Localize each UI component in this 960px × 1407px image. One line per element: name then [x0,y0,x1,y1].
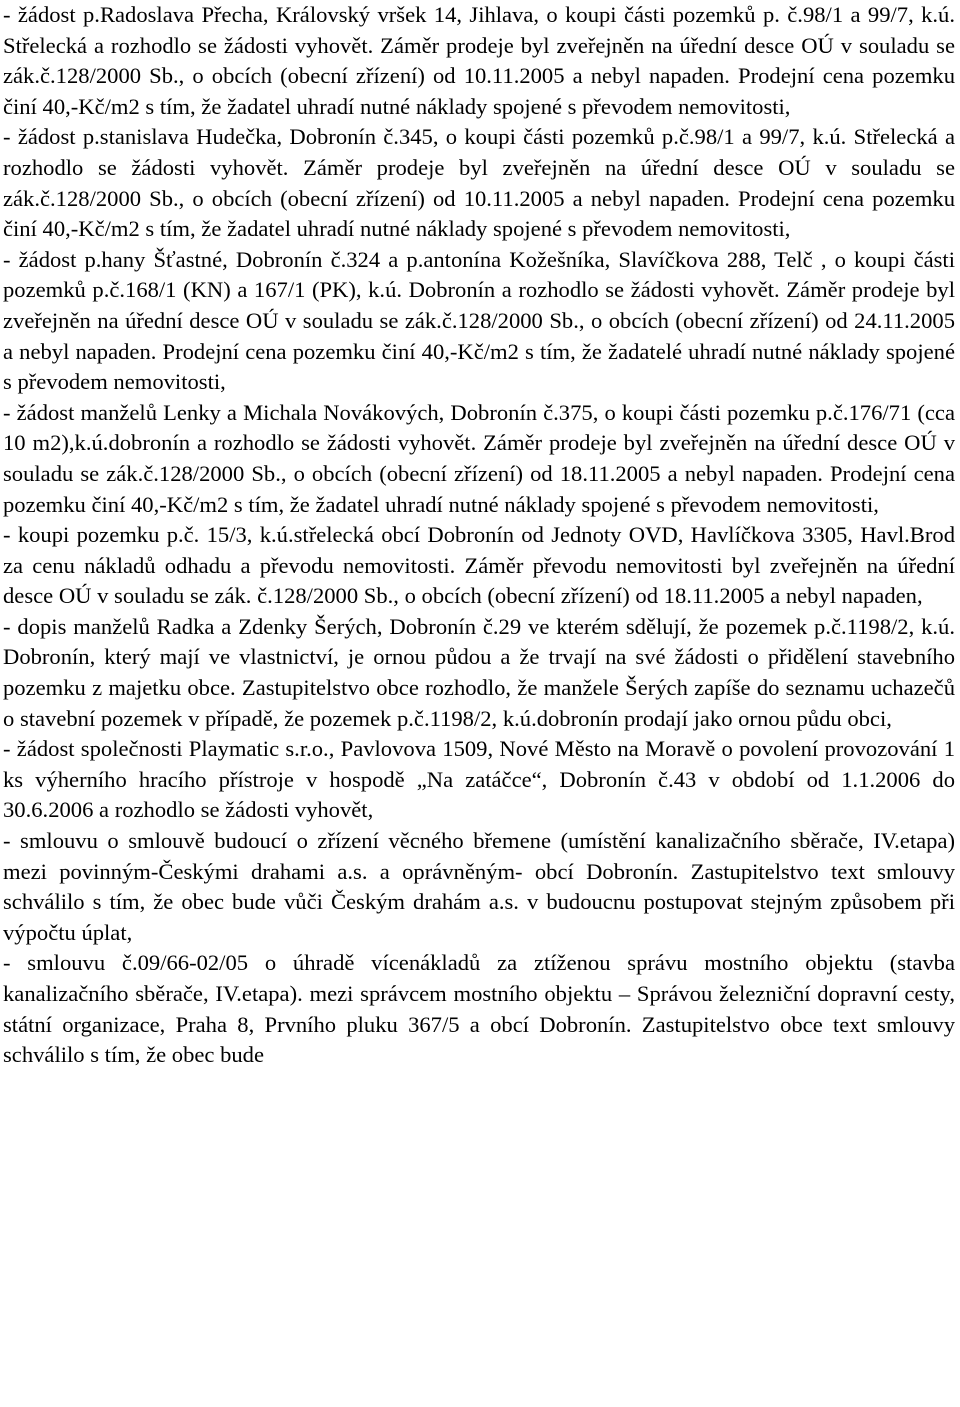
paragraph-novak-request: - žádost manželů Lenky a Michala Novákových, Dobronín č.375, o koupi části pozemku p.č.176/71 (cca 10 m2),k.ú.dobronín a rozhodlo se žádosti vyhovět. Záměr prodeje byl zveřejněn na úřední desce OÚ v souladu se zák.č.128/2000 Sb., o obcích (obecní zřízení) od 18.11.2005 a nebyl napaden. Prodejní cena pozemku činí 40,-Kč/m2 s tím, že žadatel uhradí nutné náklady spojené s převodem nemovitosti, [3,399,955,517]
paragraph-stastna-kozesnik-request: - žádost p.hany Šťastné, Dobronín č.324 a p.antonína Kožešníka, Slavíčkova 288, Telč , o koupi části pozemků p.č.168/1 (KN) a 167/1 (PK), k.ú. Dobronín a rozhodlo se žádosti vyhovět. Záměr prodeje byl zveřejněn na úřední desce OÚ v souladu se zák.č.128/2000 Sb., o obcích (obecní zřízení) od 24.11.2005 a nebyl napaden. Prodejní cena pozemku činí 40,-Kč/m2 s tím, že žadatelé uhradí nutné náklady spojené s převodem nemovitosti, [3,246,955,395]
paragraph-land-purchase-ovd: - koupi pozemku p.č. 15/3, k.ú.střelecká obcí Dobronín od Jednoty OVD, Havlíčkova 3305, Havl.Brod za cenu nákladů odhadu a převodu nemovitosti. Záměr převodu nemovitosti byl zveřejněn na úřední desce OÚ v souladu se zák. č.128/2000 Sb., o obcích (obecní zřízení) od 18.11.2005 a nebyl napaden, [3,522,955,609]
document-page [3,0,955,1071]
paragraph-hudecek-request: - žádost p.stanislava Hudečka, Dobronín č.345, o koupi části pozemků p.č.98/1 a 99/7, k.ú. Střelecká a rozhodlo se žádosti vyhovět. Záměr prodeje byl zveřejněn na úřední desce OÚ v souladu se zák.č.128/2000 Sb., o obcích (obecní zřízení) od 10.11.2005 a nebyl napaden. Prodejní cena pozemku činí 40,-Kč/m2 s tím, že žadatel uhradí nutné náklady spojené s převodem nemovitosti, [3,124,955,242]
paragraph-easement-contract: - smlouvu o smlouvě budoucí o zřízení věcného břemene (umístění kanalizačního sběrače, IV.etapa) mezi povinným-Českými drahami a.s. a oprávněným- obcí Dobronín. Zastupitelstvo text smlouvy schválilo s tím, že obec bude vůči Českým drahám a.s. v budoucnu postupovat stejným způsobem při výpočtu úplat, [3,828,955,945]
paragraph-playmatic-request: - žádost společnosti Playmatic s.r.o., Pavlovova 1509, Nové Město na Moravě o povolení provozování 1 ks výherního hracího přístroje v hospodě „Na zatáčce“, Dobronín č.43 v období od 1.1.2006 do 30.6.2006 a rozhodlo se žádosti vyhovět, [3,736,955,823]
paragraph-bridge-contract: - smlouvu č.09/66-02/05 o úhradě vícenákladů za ztíženou správu mostního objektu (stavba kanalizačního sběrače, IV.etapa). mezi správcem mostního objektu – Správou železniční dopravní cesty, státní organizace, Praha 8, Prvního pluku 367/5 a obcí Dobronín. Zastupitelstvo obce text smlouvy schválilo s tím, že obec bude [3,950,955,1068]
paragraph-prech-request: - žádost p.Radoslava Přecha, Královský vršek 14, Jihlava, o koupi části pozemků p. č.98/1 a 99/7, k.ú. Střelecká a rozhodlo se žádosti vyhovět. Záměr prodeje byl zveřejněn na úřední desce OÚ v souladu se zák.č.128/2000 Sb., o obcích (obecní zřízení) od 10.11.2005 a nebyl napaden. Prodejní cena pozemku činí 40,-Kč/m2 s tím, že žadatel uhradí nutné náklady spojené s převodem nemovitosti, [3,2,955,119]
paragraph-sery-letter: - dopis manželů Radka a Zdenky Šerých, Dobronín č.29 ve kterém sdělují, že pozemek p.č.1198/2, k.ú. Dobronín, který mají ve vlastnictví, je ornou půdou a že trvají na své žádosti o přidělení stavebního pozemku z majetku obce. Zastupitelstvo obce rozhodlo, že manžele Šerých zapíše do seznamu uchazečů o stavební pozemek v případě, že pozemek p.č.1198/2, k.ú.dobronín prodají jako ornou půdu obci, [3,613,955,731]
